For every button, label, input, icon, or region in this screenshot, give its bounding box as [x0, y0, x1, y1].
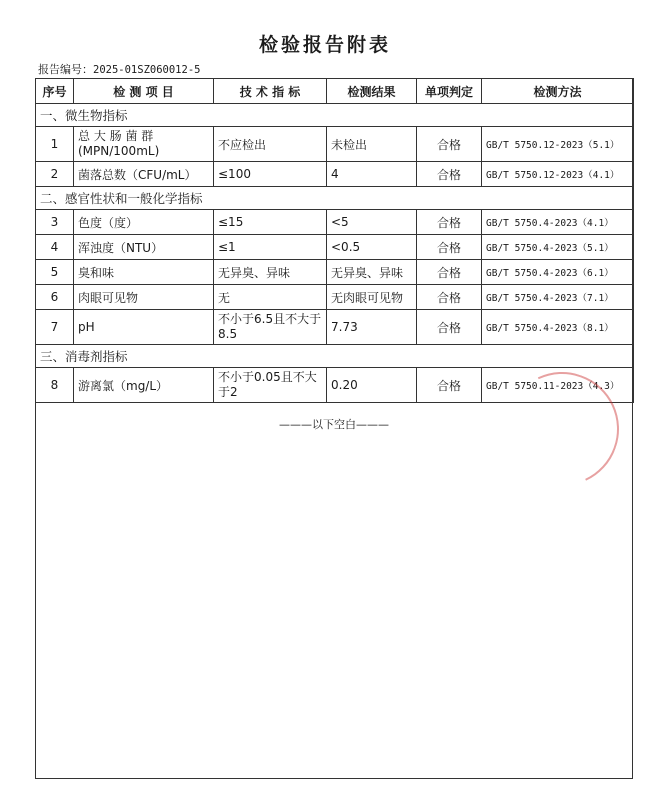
cell-method: GB/T 5750.12-2023（4.1）: [482, 162, 634, 187]
cell-index: 2: [36, 162, 74, 187]
cell-judgement: 合格: [417, 127, 482, 162]
cell-item: 总 大 肠 菌 群 (MPN/100mL): [74, 127, 214, 162]
cell-judgement: 合格: [417, 162, 482, 187]
report-number: [38, 61, 200, 77]
cell-item: pH: [74, 310, 214, 345]
cell-item: 肉眼可见物: [74, 285, 214, 310]
cell-judgement: 合格: [417, 235, 482, 260]
cell-item: 臭和味: [74, 260, 214, 285]
table-row: [36, 310, 634, 345]
cell-result: 无异臭、异味: [327, 260, 417, 285]
cell-spec: 不小于0.05且不大于2: [214, 368, 327, 403]
cell-spec: ≤15: [214, 210, 327, 235]
cell-judgement: 合格: [417, 285, 482, 310]
table-header-row: [36, 79, 634, 104]
section-title: 三、消毒剂指标: [36, 345, 634, 368]
cell-result: 7.73: [327, 310, 417, 345]
cell-index: 7: [36, 310, 74, 345]
cell-method: GB/T 5750.4-2023（4.1）: [482, 210, 634, 235]
header-method: 检测方法: [482, 79, 634, 104]
cell-item: 色度（度）: [74, 210, 214, 235]
cell-index: 5: [36, 260, 74, 285]
cell-item: 游离氯（mg/L）: [74, 368, 214, 403]
cell-method: GB/T 5750.4-2023（6.1）: [482, 260, 634, 285]
cell-result: 0.20: [327, 368, 417, 403]
cell-index: 8: [36, 368, 74, 403]
cell-index: 6: [36, 285, 74, 310]
cell-judgement: 合格: [417, 210, 482, 235]
cell-spec: ≤1: [214, 235, 327, 260]
cell-spec: ≤100: [214, 162, 327, 187]
cell-spec: 无异臭、异味: [214, 260, 327, 285]
header-spec: 技 术 指 标: [214, 79, 327, 104]
cell-judgement: 合格: [417, 368, 482, 403]
cell-item: 浑浊度（NTU）: [74, 235, 214, 260]
cell-result: 未检出: [327, 127, 417, 162]
cell-spec: 不小于6.5且不大于8.5: [214, 310, 327, 345]
cell-method: GB/T 5750.11-2023（4.3）: [482, 368, 634, 403]
cell-spec: 不应检出: [214, 127, 327, 162]
section-row: [36, 187, 634, 210]
header-item: 检 测 项 目: [74, 79, 214, 104]
header-index: 序号: [36, 79, 74, 104]
cell-method: GB/T 5750.4-2023（5.1）: [482, 235, 634, 260]
header-judgement: 单项判定: [417, 79, 482, 104]
table-row: [36, 127, 634, 162]
cell-item: 菌落总数（CFU/mL）: [74, 162, 214, 187]
cell-method: GB/T 5750.4-2023（7.1）: [482, 285, 634, 310]
report-title: 检验报告附表: [258, 34, 391, 56]
cell-method: GB/T 5750.4-2023（8.1）: [482, 310, 634, 345]
cell-spec: 无: [214, 285, 327, 310]
results-table: [35, 78, 634, 403]
table-row: [36, 235, 634, 260]
blank-below-note: ———以下空白———: [279, 418, 389, 431]
cell-index: 3: [36, 210, 74, 235]
cell-index: 1: [36, 127, 74, 162]
cell-result: <0.5: [327, 235, 417, 260]
section-row: [36, 104, 634, 127]
cell-index: 4: [36, 235, 74, 260]
section-row: [36, 345, 634, 368]
section-title: 一、微生物指标: [36, 104, 634, 127]
table-row: [36, 162, 634, 187]
section-title: 二、感官性状和一般化学指标: [36, 187, 634, 210]
cell-result: <5: [327, 210, 417, 235]
table-row: [36, 260, 634, 285]
report-number-value: 2025-01SZ060012-5: [93, 64, 201, 76]
table-row: [36, 285, 634, 310]
cell-result: 4: [327, 162, 417, 187]
report-number-label: 报告编号：: [38, 63, 93, 76]
table-row: [36, 210, 634, 235]
header-result: 检测结果: [327, 79, 417, 104]
cell-judgement: 合格: [417, 260, 482, 285]
cell-result: 无肉眼可见物: [327, 285, 417, 310]
cell-judgement: 合格: [417, 310, 482, 345]
cell-method: GB/T 5750.12-2023（5.1）: [482, 127, 634, 162]
